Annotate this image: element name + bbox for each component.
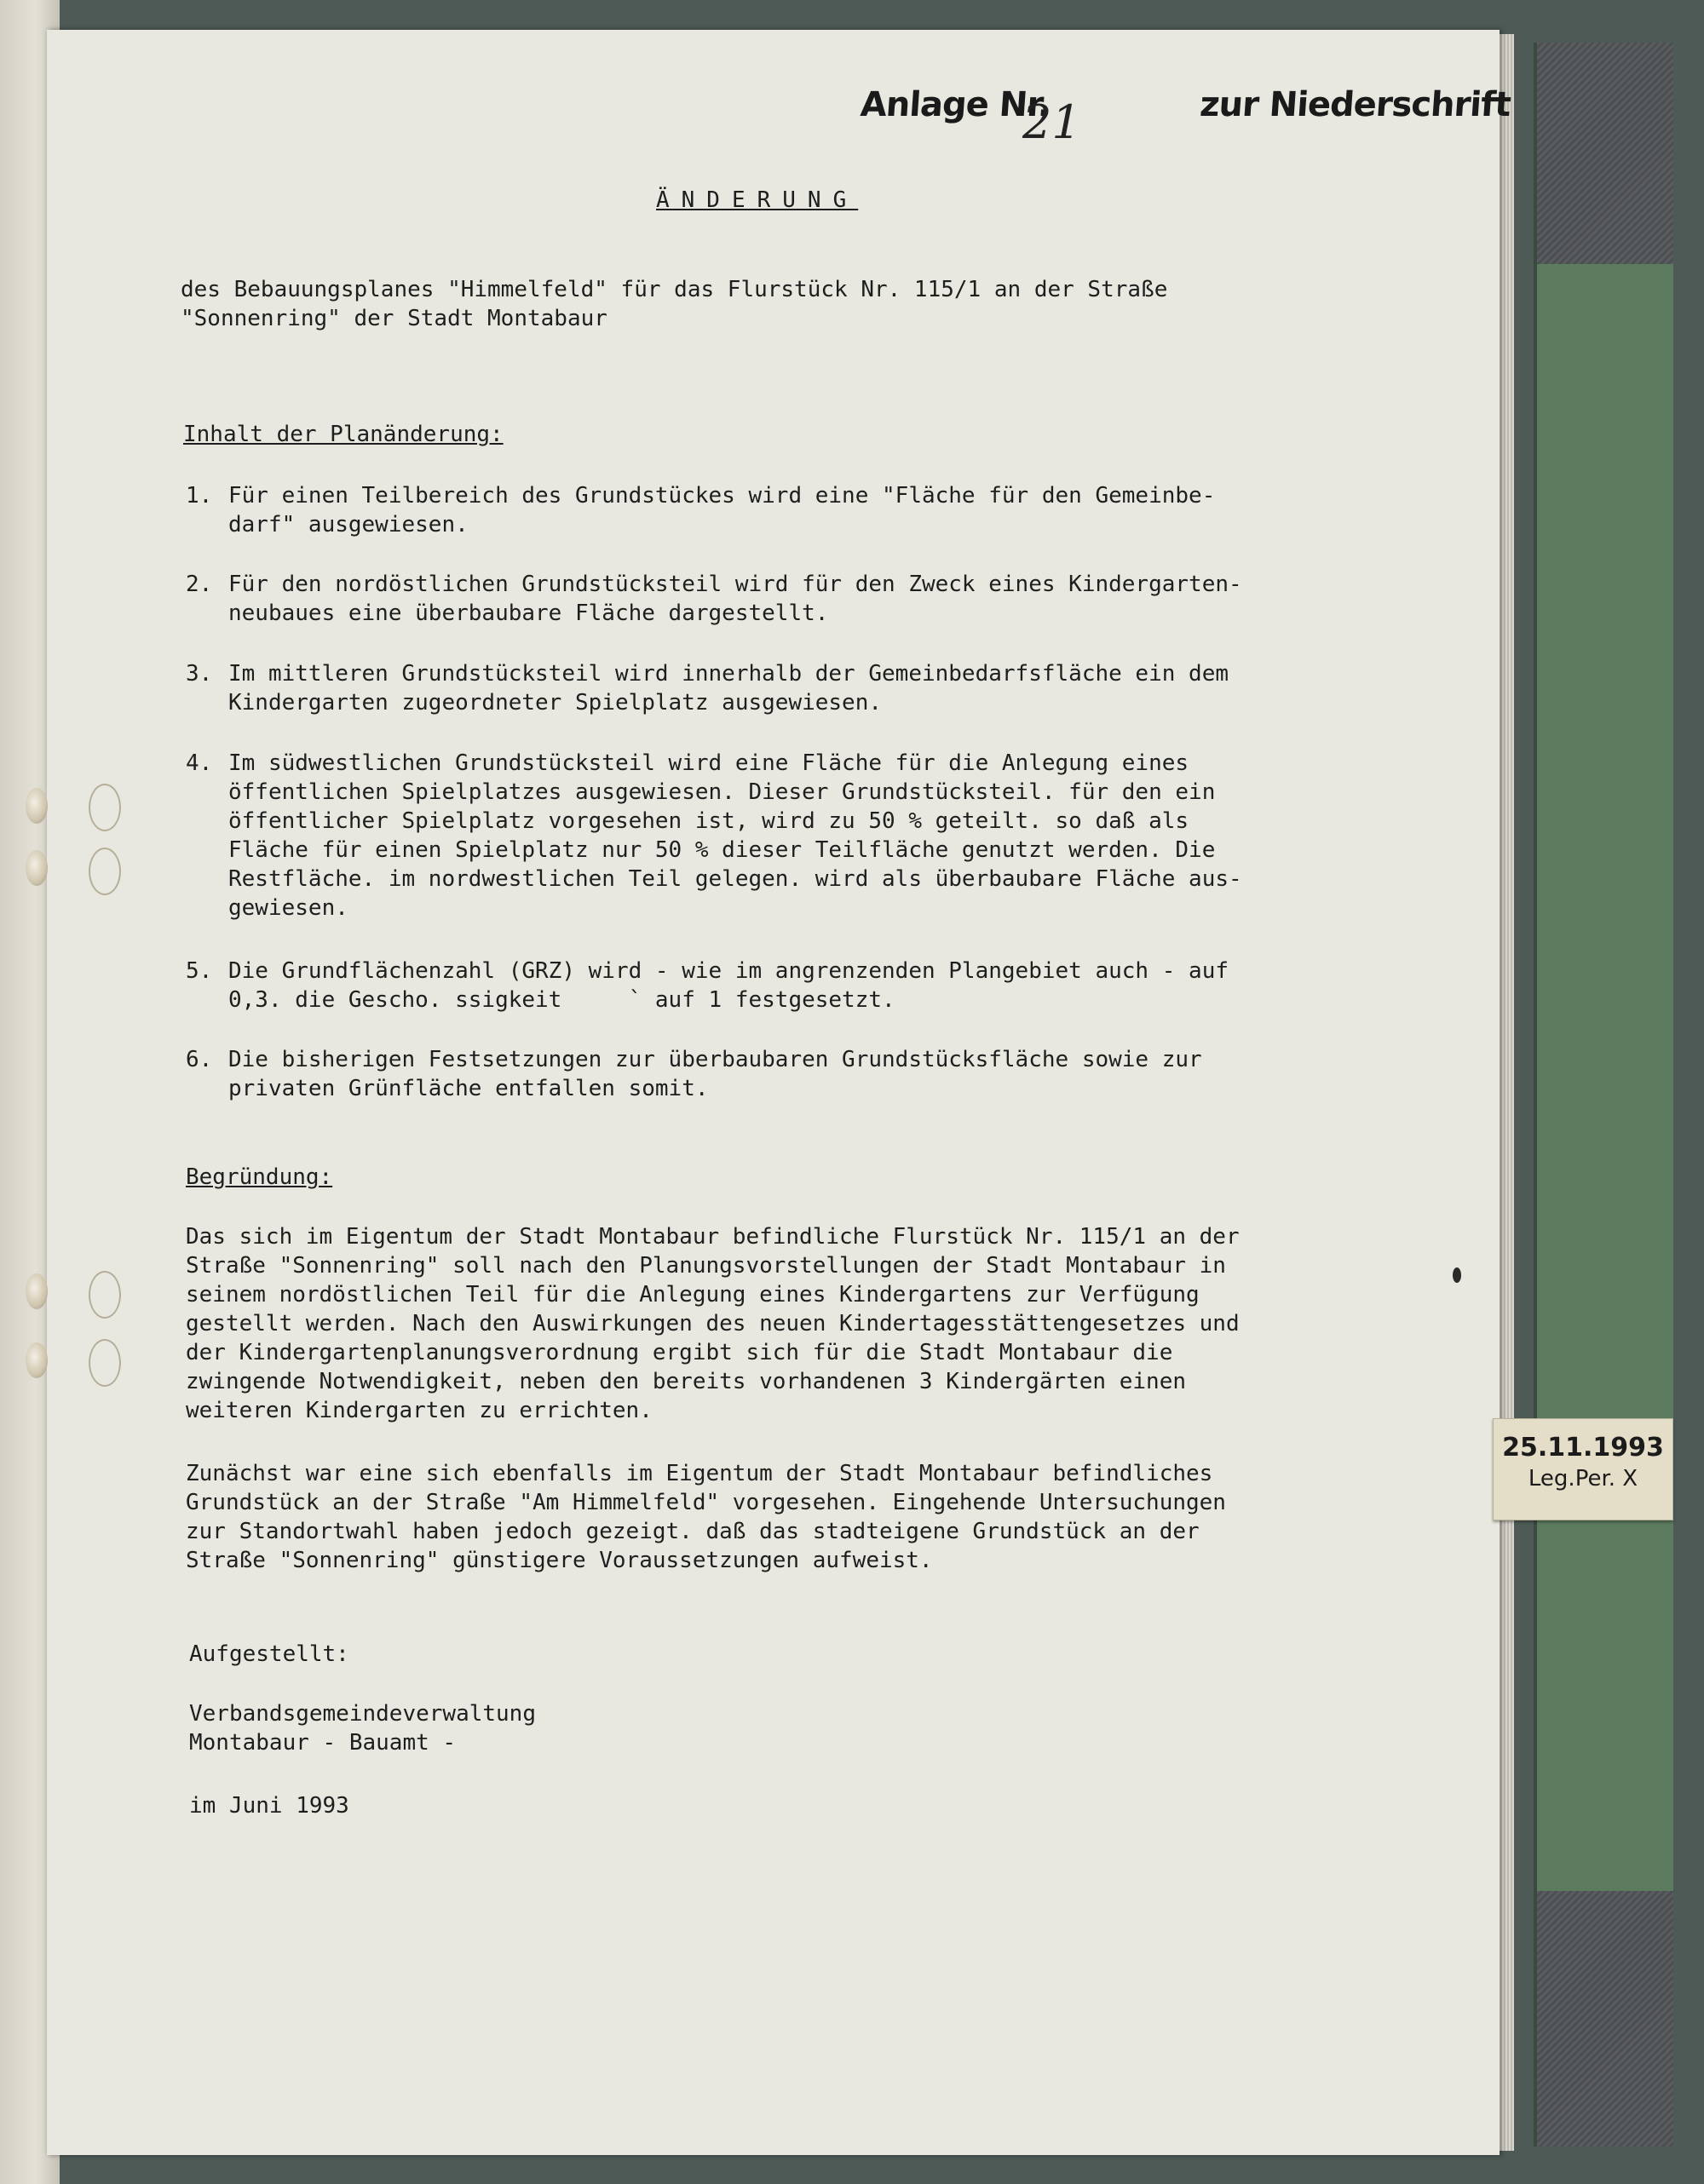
organization-line: Montabaur - Bauamt - [189, 1730, 457, 1756]
punch-hole [26, 850, 48, 886]
item-line: Kindergarten zugeordneter Spielplatz ausgewiesen. [228, 690, 883, 716]
item-number: 5. [186, 958, 213, 984]
binder-cover [1534, 43, 1673, 2147]
intro-line: des Bebauungsplanes "Himmelfeld" für das Flurstück Nr. 115/1 an der Straße [181, 277, 1168, 302]
item-line: Für den nordöstlichen Grundstücksteil wird für den Zweck eines Kindergarten- [228, 572, 1242, 597]
annex-stamp-label: Anlage Nr. [859, 85, 1052, 124]
punch-hole-ring [89, 1339, 121, 1387]
item-line: Im mittleren Grundstücksteil wird innerhalb der Gemeinbedarfsfläche ein dem [228, 661, 1229, 687]
item-number: 2. [186, 572, 213, 597]
paragraph-line: Straße "Sonnenring" soll nach den Planungsvorstellungen der Stadt Montabaur in [186, 1253, 1226, 1279]
document-title: ÄNDERUNG [656, 187, 859, 213]
paragraph-line: gestellt werden. Nach den Auswirkungen des neuen Kindertagesstättengesetzes und [186, 1311, 1240, 1336]
section-heading-inhalt: Inhalt der Planänderung: [183, 422, 504, 447]
item-line: öffentlichen Spielplatzes ausgewiesen. Dieser Grundstücksteil. für den ein [228, 779, 1216, 805]
paragraph-line: weiteren Kindergarten zu errichten. [186, 1398, 653, 1423]
binder-label-date: 25.11.1993 [1502, 1433, 1664, 1463]
item-line: Die bisherigen Festsetzungen zur überbaubaren Grundstücksfläche sowie zur [228, 1047, 1202, 1072]
annex-stamp-number: 21 [1022, 95, 1081, 149]
binder-date-label [1493, 1418, 1673, 1520]
item-number: 4. [186, 750, 213, 776]
paragraph-line: Das sich im Eigentum der Stadt Montabaur befindliche Flurstück Nr. 115/1 an der [186, 1224, 1240, 1250]
binder-corner-top [1537, 43, 1673, 264]
item-line: öffentlicher Spielplatz vorgesehen ist, wird zu 50 % geteilt. so daß als [228, 808, 1189, 834]
binder-corner-bottom [1537, 1891, 1673, 2147]
paragraph-line: der Kindergartenplanungsverordnung ergibt sich für die Stadt Montabaur die [186, 1340, 1173, 1365]
punch-hole-ring [89, 784, 121, 831]
item-line: neubaues eine überbaubare Fläche dargestellt. [228, 601, 829, 626]
binder-label-period: Leg.Per. X [1528, 1466, 1638, 1491]
item-line: Die Grundflächenzahl (GRZ) wird - wie im angrenzenden Plangebiet auch - auf [228, 958, 1229, 984]
punch-hole [26, 1342, 48, 1378]
prepared-label: Aufgestellt: [189, 1641, 349, 1667]
punch-hole [26, 788, 48, 824]
item-number: 3. [186, 661, 213, 687]
punch-hole-ring [89, 1271, 121, 1319]
paragraph-line: Straße "Sonnenring" günstigere Voraussetzungen aufweist. [186, 1548, 933, 1573]
item-line: Für einen Teilbereich des Grundstückes wird eine "Fläche für den Gemeinbe- [228, 483, 1216, 509]
item-number: 6. [186, 1047, 213, 1072]
intro-line: "Sonnenring" der Stadt Montabaur [181, 306, 607, 331]
annex-stamp [859, 85, 1511, 124]
annex-stamp-suffix: zur Niederschrift [1198, 85, 1512, 124]
item-line: darf" ausgewiesen. [228, 512, 469, 537]
item-line: privaten Grünfläche entfallen somit. [228, 1076, 709, 1101]
punch-hole [26, 1273, 48, 1309]
item-line: Restfläche. im nordwestlichen Teil gelegen. wird als überbaubare Fläche aus- [228, 866, 1242, 892]
punch-hole-ring [89, 848, 121, 895]
page-edge-mark [1453, 1267, 1461, 1283]
paragraph-line: seinem nordöstlichen Teil für die Anlegung eines Kindergartens zur Verfügung [186, 1282, 1200, 1308]
document-date: im Juni 1993 [189, 1793, 349, 1819]
paragraph-line: Grundstück an der Straße "Am Himmelfeld" vorgesehen. Eingehende Untersuchungen [186, 1490, 1226, 1515]
item-line: Im südwestlichen Grundstücksteil wird eine Fläche für die Anlegung eines [228, 750, 1189, 776]
item-line: 0,3. die Gescho. ssigkeit ` auf 1 festgesetzt. [228, 987, 895, 1013]
paragraph-line: zur Standortwahl haben jedoch gezeigt. daß das stadteigene Grundstück an der [186, 1519, 1200, 1544]
organization-line: Verbandsgemeindeverwaltung [189, 1701, 536, 1727]
item-line: gewiesen. [228, 895, 348, 921]
section-heading-begruendung: Begründung: [186, 1164, 333, 1190]
paragraph-line: zwingende Notwendigkeit, neben den bereits vorhandenen 3 Kindergärten einen [186, 1369, 1186, 1394]
item-number: 1. [186, 483, 213, 509]
paragraph-line: Zunächst war eine sich ebenfalls im Eigentum der Stadt Montabaur befindliches [186, 1461, 1213, 1486]
item-line: Fläche für einen Spielplatz nur 50 % dieser Teilfläche genutzt werden. Die [228, 837, 1216, 863]
